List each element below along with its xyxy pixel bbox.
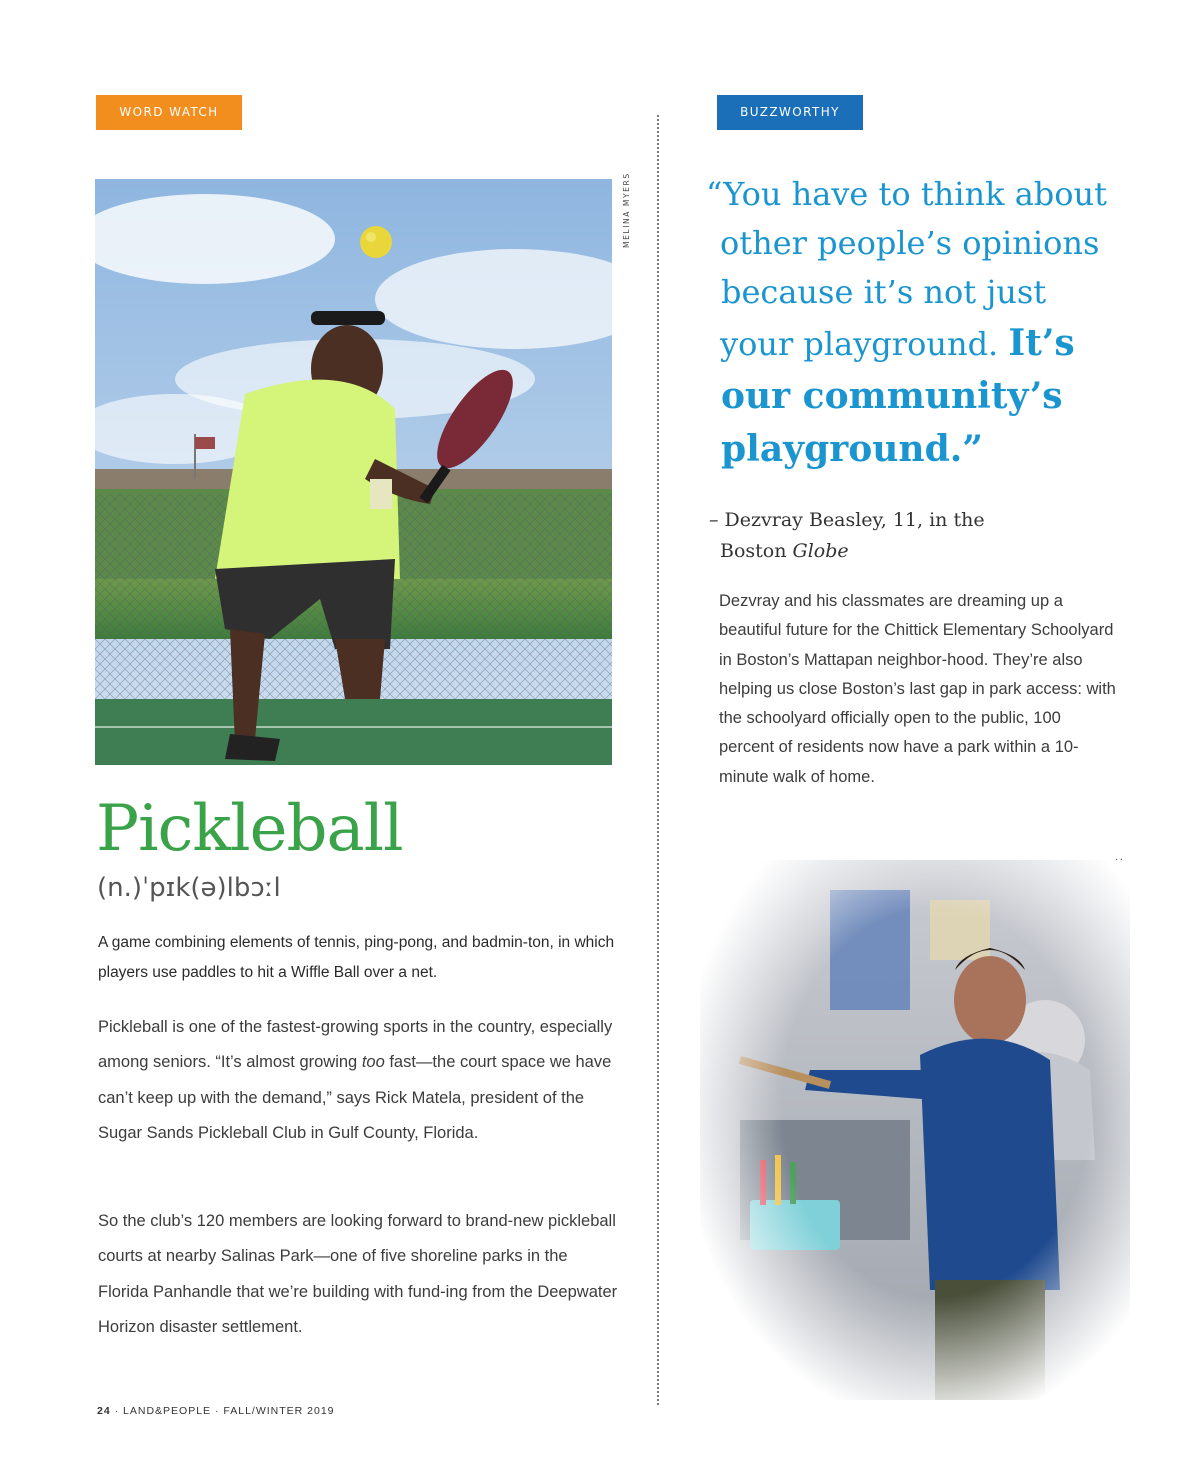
headword-title: Pickleball [96, 792, 403, 866]
pull-quote [706, 170, 1126, 476]
page-number: 24 [97, 1405, 111, 1417]
attribution-line-2: Boston [720, 540, 787, 562]
buzzworthy-tag: BUZZWORTHY [717, 95, 863, 130]
buzzworthy-body: Dezvray and his classmates are dreaming up a beautiful future for the Chittick Elementary Schoolyard in Boston’s Mattapan neighbor-hood. They’re also helping us close Boston’s last gap in park access: with the schoolyard officially open to the public, 100 percent of residents now have a park within a 10-minute walk of home. [719, 592, 1116, 786]
definition: A game combining elements of tennis, ping-pong, and badmin-ton, in which players use paddles to hit a Wiffle Ball over a net. [98, 934, 615, 981]
quote-line: “You have to think about [706, 175, 1107, 213]
quote-bold-inline: It’s [1008, 322, 1075, 364]
para1-text-b: fast—the court space we have can’t keep up with the demand,” says Rick Matela, president of the Sugar Sands Pickleball Club in Gulf County, Florida. [98, 1053, 612, 1142]
quote-bold-line: our community’s [721, 375, 1063, 417]
quote-attribution [709, 505, 985, 567]
schoolyard-student-photo [700, 860, 1130, 1400]
page-footer [97, 1405, 335, 1417]
attribution-line-1: – Dezvray Beasley, 11, in the [709, 509, 985, 531]
quote-line: other people’s opinions [720, 224, 1100, 262]
quote-line: because it’s not just [721, 273, 1047, 311]
quote-line: your playground. [720, 325, 999, 363]
para1-text-a: Pickleball is one of the fastest-growing sports in the country, especially among seniors. “It’s almost growing [98, 1018, 613, 1072]
para1-italic: too [361, 1053, 385, 1072]
word-watch-tag: WORD WATCH [96, 95, 242, 130]
footer-text: · LAND&PEOPLE · FALL/WINTER 2019 [114, 1405, 335, 1417]
pronunciation: (n.)ˈpɪk(ə)lbɔːl [97, 873, 281, 903]
column-divider [657, 115, 659, 1405]
publication-name: Globe [792, 540, 849, 562]
quote-bold-line: playground.” [721, 428, 984, 470]
body-paragraph-2: So the club’s 120 members are looking forward to brand-new pickleball courts at nearby Salinas Park—one of five shoreline parks in the Florida Panhandle that we’re building with fund-ing from the Deepwater Horizon disaster settlement. [98, 1212, 618, 1336]
pickleball-player-photo [95, 179, 612, 765]
photo-credit-left: MELINA MYERS [622, 172, 631, 248]
body-paragraph-1 [98, 1010, 618, 1151]
